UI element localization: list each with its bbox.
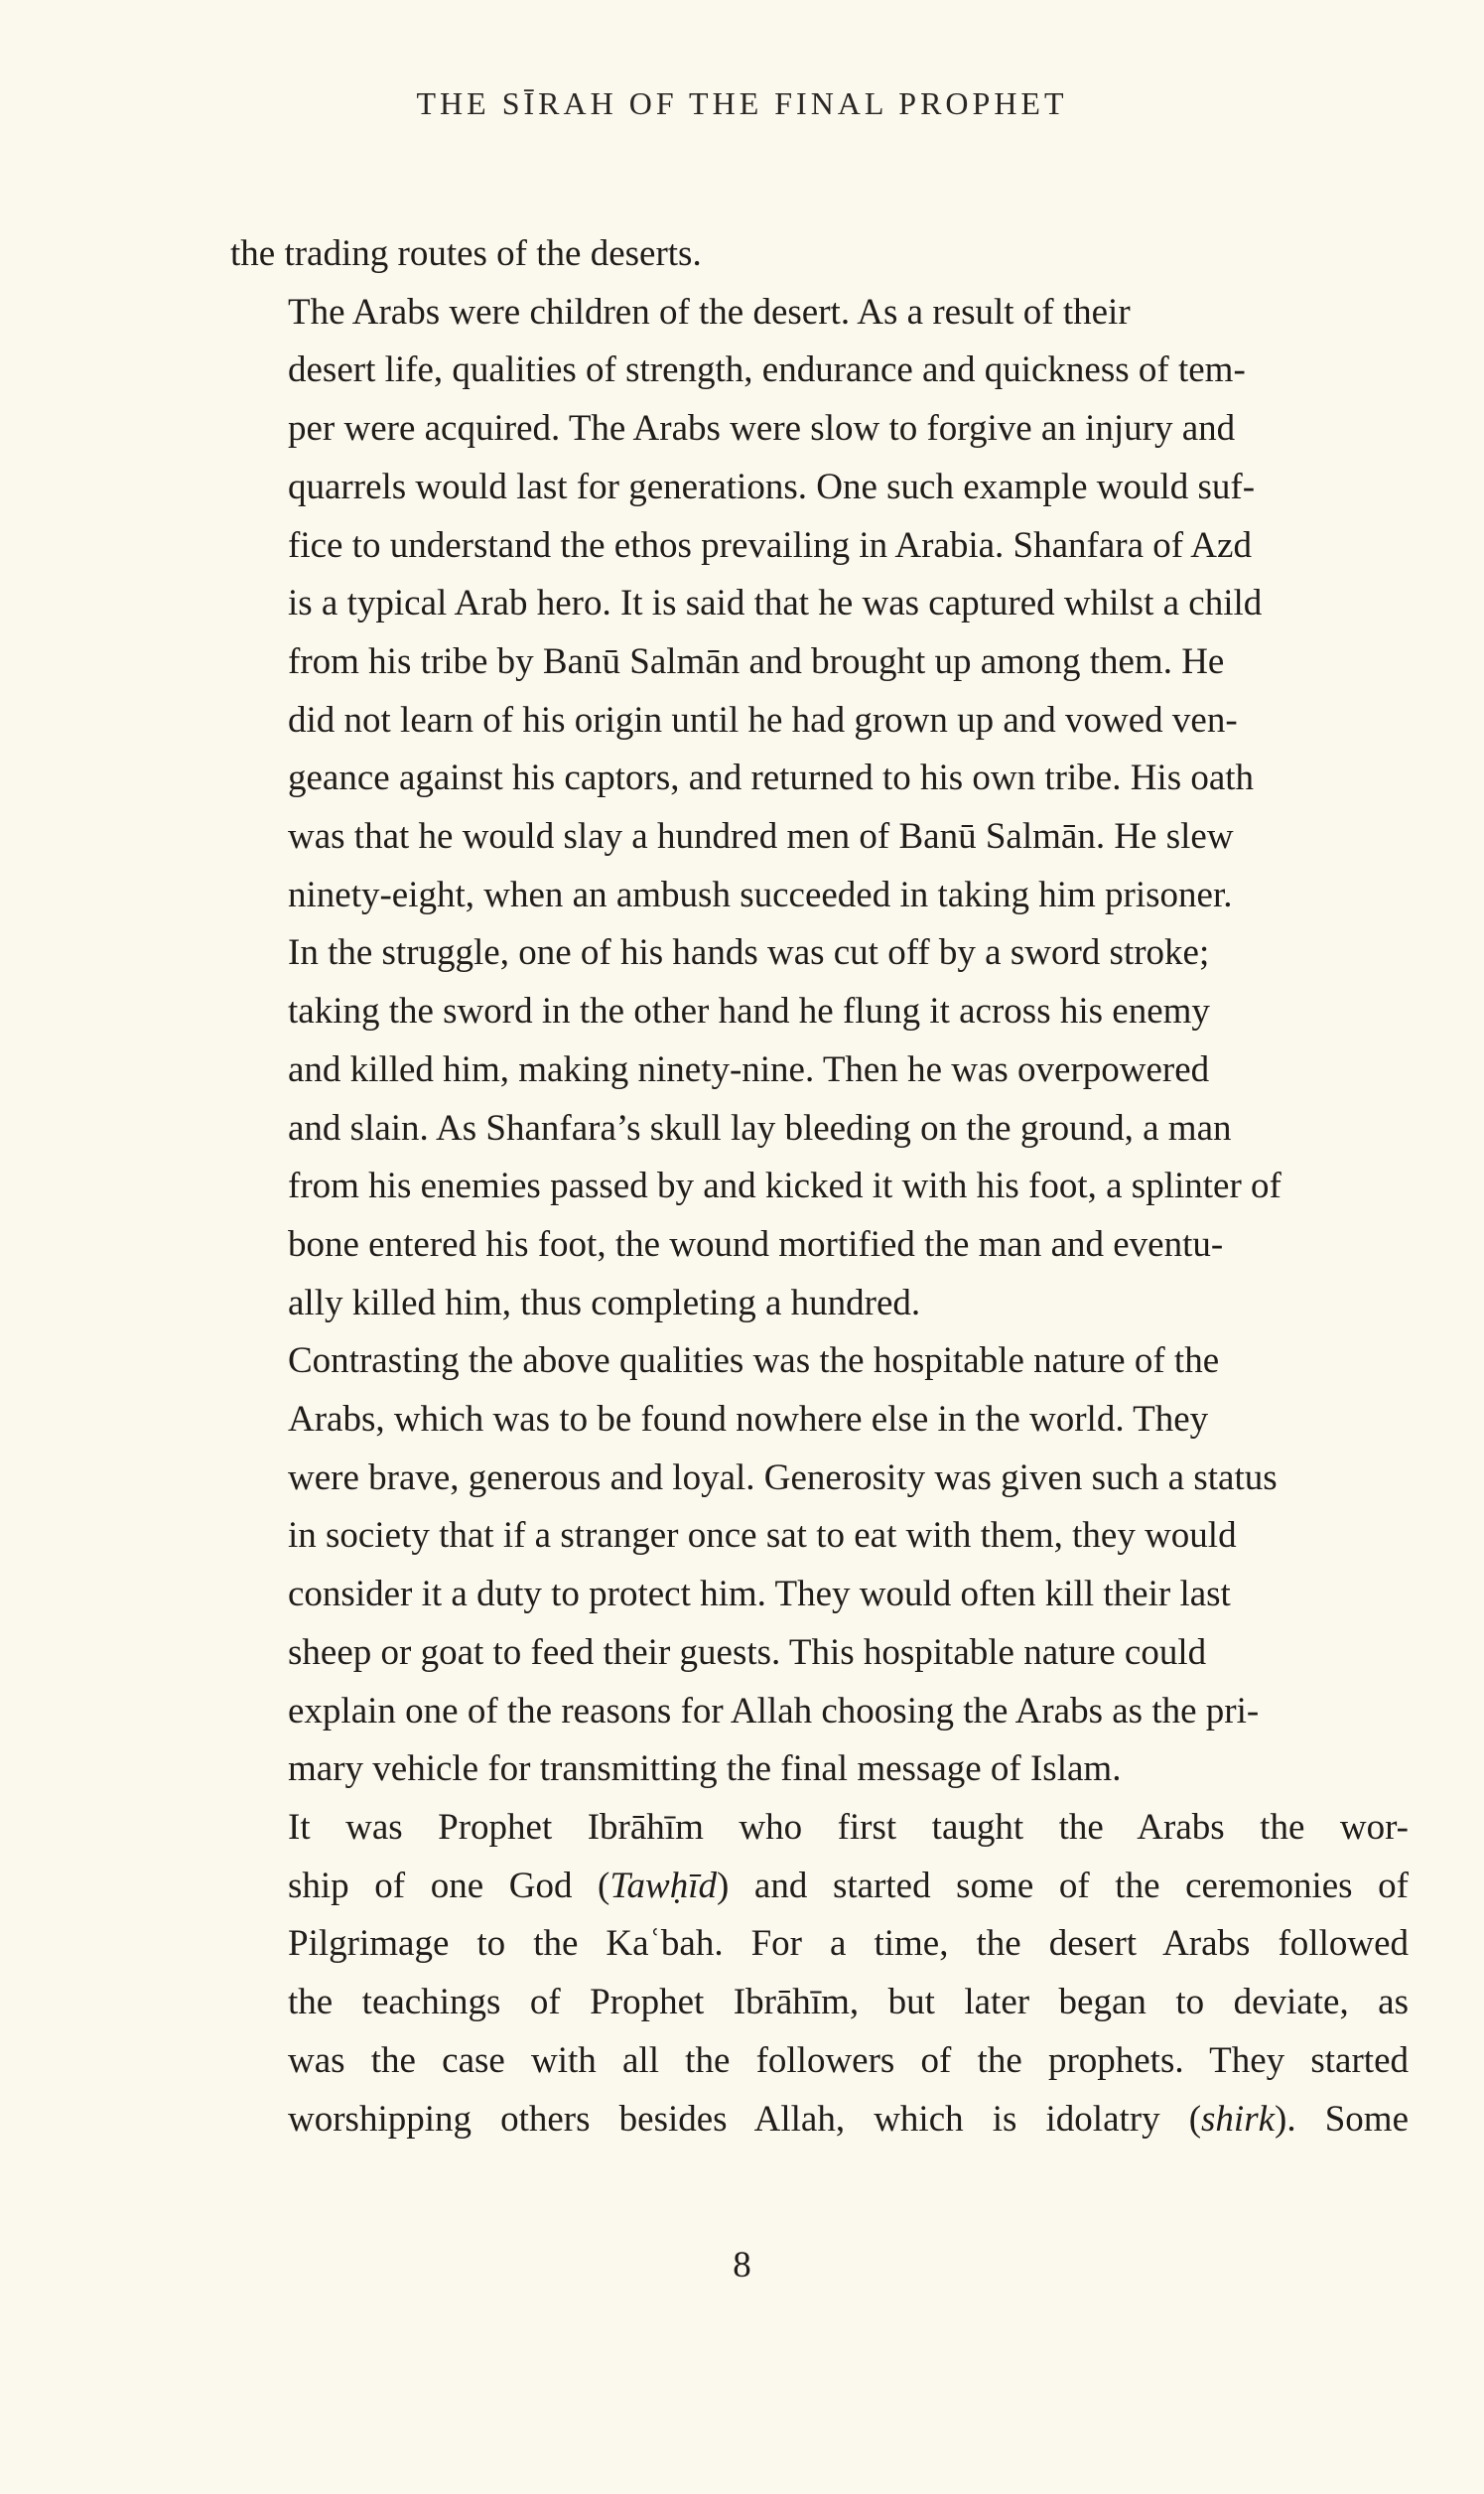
paragraph bbox=[230, 225, 1409, 284]
text-line: from his enemies passed by and kicked it with his foot, a splinter of bbox=[288, 1166, 1282, 1207]
running-head: THE SĪRAH OF THE FINAL PROPHET bbox=[416, 85, 1068, 121]
text-line: bone entered his foot, the wound mortified the man and eventu- bbox=[288, 1223, 1224, 1265]
text-line: ninety-eight, when an ambush succeeded in taking him prisoner. bbox=[288, 874, 1233, 915]
text-line: per were acquired. The Arabs were slow to forgive an injury and bbox=[288, 408, 1236, 450]
text-line: was that he would slay a hundred men of Banū Salmān. He slew bbox=[288, 816, 1234, 858]
paragraph bbox=[230, 284, 1409, 1333]
text-line: sheep or goat to feed their guests. This hospitable nature could bbox=[288, 1631, 1207, 1673]
text-run: ). Some bbox=[1275, 2098, 1409, 2140]
italic-term: shirk bbox=[1201, 2098, 1276, 2140]
text-line bbox=[230, 2091, 1409, 2149]
text-line: and slain. As Shanfara’s skull lay bleeding on the ground, a man bbox=[288, 1107, 1232, 1149]
text-line: the trading routes of the deserts. bbox=[230, 233, 702, 274]
text-line: The Arabs were children of the desert. As a result of their bbox=[288, 291, 1131, 333]
text-line: was the case with all the followers of the prophets. They started bbox=[288, 2039, 1409, 2081]
text-line: desert life, qualities of strength, endurance and quickness of tem- bbox=[288, 349, 1246, 391]
text-line: did not learn of his origin until he had grown up and vowed ven- bbox=[288, 699, 1238, 741]
text-line bbox=[230, 1858, 1409, 1916]
text-run: ship of one God ( bbox=[288, 1865, 610, 1906]
text-line: Pilgrimage to the Kaʿbah. For a time, the desert Arabs followed bbox=[288, 1923, 1409, 1965]
text-line: geance against his captors, and returned to his own tribe. His oath bbox=[288, 758, 1255, 799]
text-line: ally killed him, thus completing a hundred. bbox=[288, 1282, 921, 1323]
text-line: in society that if a stranger once sat to eat with them, they would bbox=[288, 1515, 1237, 1557]
text-line: Arabs, which was to be found nowhere else in the world. They bbox=[288, 1399, 1209, 1441]
text-line: Contrasting the above qualities was the hospitable nature of the bbox=[288, 1340, 1220, 1382]
page-number: 8 bbox=[733, 2245, 751, 2286]
text-line: is a typical Arab hero. It is said that he was captured whilst a child bbox=[288, 583, 1263, 624]
text-line: quarrels would last for generations. One such example would suf- bbox=[288, 466, 1256, 507]
italic-term: Tawḥīd bbox=[609, 1865, 718, 1906]
text-line: and killed him, making ninety-nine. Then he was overpowered bbox=[288, 1048, 1210, 1090]
text-line: It was Prophet Ibrāhīm who first taught the Arabs the wor- bbox=[288, 1806, 1409, 1848]
body-text bbox=[230, 225, 1409, 2148]
paragraph bbox=[230, 1332, 1409, 1799]
text-line: explain one of the reasons for Allah choosing the Arabs as the pri- bbox=[288, 1690, 1260, 1732]
text-line: were brave, generous and loyal. Generosity was given such a status bbox=[288, 1456, 1278, 1498]
text-line: the teachings of Prophet Ibrāhīm, but later began to deviate, as bbox=[288, 1982, 1409, 2023]
text-line: mary vehicle for transmitting the final message of Islam. bbox=[288, 1748, 1122, 1790]
text-line: from his tribe by Banū Salmān and brought up among them. He bbox=[288, 640, 1225, 682]
text-line: consider it a duty to protect him. They would often kill their last bbox=[288, 1574, 1231, 1615]
text-run: worshipping others besides Allah, which is idolatry ( bbox=[288, 2098, 1202, 2140]
text-line: taking the sword in the other hand he flung it across his enemy bbox=[288, 991, 1210, 1033]
text-run: ) and started some of the ceremonies of bbox=[717, 1865, 1409, 1906]
text-line: fice to understand the ethos prevailing in Arabia. Shanfara of Azd bbox=[288, 524, 1252, 566]
text-line: In the struggle, one of his hands was cut off by a sword stroke; bbox=[288, 932, 1210, 974]
paragraph bbox=[230, 1799, 1409, 2148]
